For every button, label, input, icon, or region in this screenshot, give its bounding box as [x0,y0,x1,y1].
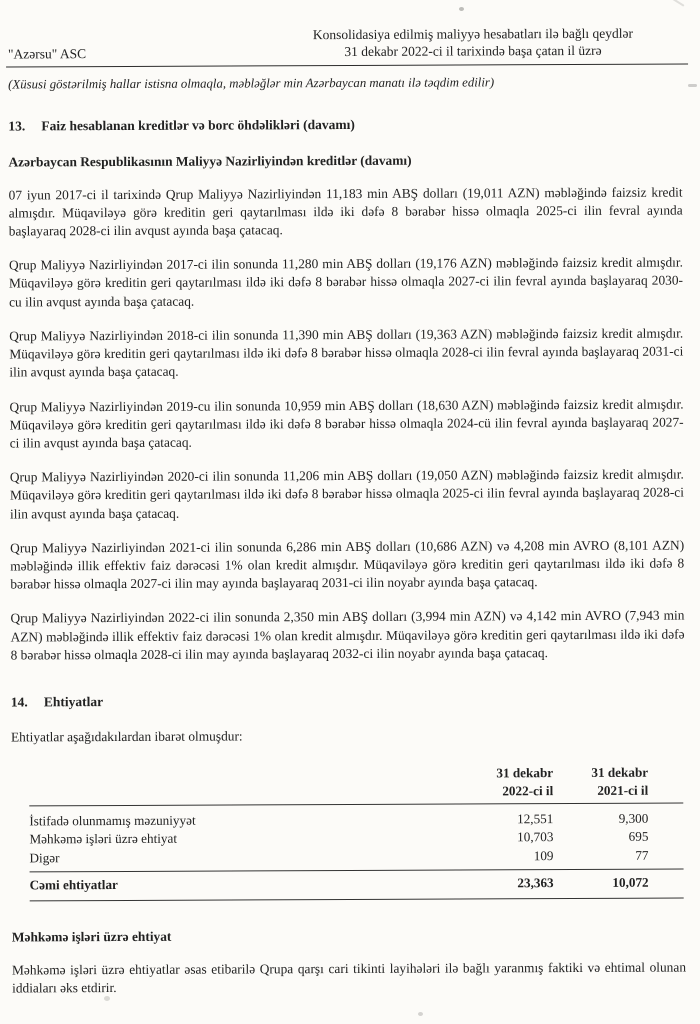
scan-speck [418,1012,423,1016]
paragraph-credit-2021: Qrup Maliyyə Nazirliyindən 2021-ci ilin sonunda 6,286 min ABŞ dolları (10,686 AZN) və 4,208 min AVRO (8,101 AZN) məbləğində illik effektiv faiz dərəcəsi 1% olan kredit almışdır. Müqaviləyə görə kreditin geri qaytarılması ildə iki dəfə 8 bərabər hissə olmaqla 2027-ci ilin may ayında başlayaraq 2031-ci ilin noyabr ayında başa çatacaq. [10,537,685,592]
paragraph-credit-2019: Qrup Maliyyə Nazirliyindən 2019-cu ilin sonunda 10,959 min ABŞ dolları (18,630 AZN) məbləğində faizsiz kredit almışdır. Müqaviləyə görə kreditin geri qaytarılması ildə iki dəfə 8 bərabər hissə olmaqla 2024-cü ilin fevral ayında başlayaraq 2027-ci ilin avqust ayında başa çatacaq. [9,396,684,451]
column-header-line: 2021-ci il [597,782,649,798]
column-header-line: 2022-ci il [502,782,554,798]
row-value-2021: 9,300 [618,810,649,826]
row-value-2022: 10,703 [517,829,554,845]
table-row [29,803,683,830]
report-title-block [258,25,688,61]
section-title: Ehtiyatlar [43,694,104,710]
row-label: İstifadə olunmamış məzuniyyət [29,812,196,829]
page-header [8,25,682,62]
table-header-label [29,765,413,801]
paragraph-credit-2017: Qrup Maliyyə Nazirliyindən 2017-ci ilin sonunda 11,280 min ABŞ dolları (19,176 AZN) məbləğində faizsiz kredit almışdır. Müqaviləyə görə kreditin geri qaytarılması ildə iki dəfə 8 bərabər hissə olmaqla 2027-ci ilin fevral ayında başlayaraq 2030-cu ilin avqust ayında başa çatacaq. [8,254,684,310]
court-provision-heading: Məhkəmə işləri üzrə ehtiyat [11,928,172,945]
provisions-table [29,764,684,901]
report-title-line2: 31 dekabr 2022-ci il tarixində başa çatan il üzrə [344,43,602,60]
paragraph-credit-2022: Qrup Maliyyə Nazirliyindən 2022-ci ilin sonunda 2,350 min ABŞ dolları (3,994 min AZN) və 4,142 min AVRO (7,943 min AZN) məbləğində illik effektiv faiz dərəcəsi 1% olan kredit almışdır. Müqaviləyə görə kreditin geri qaytarılması ildə iki dəfə 8 bərabər hissə olmaqla 2028-ci ilin may ayında başlayaraq 2032-ci ilin noyabr ayında başa çatacaq. [10,607,685,663]
row-label: Digər [29,849,60,866]
row-value-2022: 109 [533,847,554,863]
section-number: 14. [10,694,28,710]
row-label: Məhkəmə işləri üzrə ehtiyat [29,830,178,847]
section-14-heading [11,692,685,711]
section-title: Faiz hesablanan kreditlər və borc öhdəlikləri (davamı) [41,116,355,133]
table-header-row [29,764,683,806]
scan-speck [459,7,464,11]
row-value-2021: 77 [635,847,649,863]
total-value-2022: 23,363 [517,875,554,891]
section-number: 13. [8,117,26,134]
page-content [8,25,686,998]
paragraph-credit-2018: Qrup Maliyyə Nazirliyindən 2018-ci ilin sonunda 11,390 min ABŞ dolları (19,363 AZN) məbləğində faizsiz kredit almışdır. Müqaviləyə görə kreditin geri qaytarılması ildə iki dəfə 8 bərabər hissə olmaqla 2028-ci ilin fevral ayında başlayaraq 2031-ci ilin avqust ayında başa çatacaq. [9,325,684,380]
header-divider [6,63,688,67]
scan-speck [661,0,684,7]
paragraph-credit-2017-june: 07 iyun 2017-ci il tarixində Qrup Maliyyə Nazirliyindən 11,183 min ABŞ dolları (19,011 AZN) məbləğində faizsiz kredit almışdır. Müqaviləyə görə kreditin geri qaytarılması ildə iki dəfə 8 bərabər hissə olmaqla 2025-ci ilin fevral ayında başlayaraq 2028-ci ilin avqust ayında başa çatacaq. [8,184,683,239]
column-header-line: 31 dekabr [496,765,554,781]
company-name: "Azərsu" ASC [7,45,87,62]
measurement-note: (Xüsusi göstərilmiş hallar istisna olmaqla, məbləğlər min Azərbaycan manatı ilə təqdim edilir) [8,74,495,92]
column-header-2022 [413,764,553,799]
section-14-intro: Ehtiyatlar aşağıdakılardan ibarət olmuşdur: [10,728,243,745]
column-header-line: 31 dekabr [591,765,649,781]
table-row [29,846,683,867]
scan-speck [688,84,697,87]
table-total-row [30,869,684,901]
section-13-subheading: Azərbaycan Respublikasının Maliyyə Nazirliyindən kreditlər (davamı) [8,152,412,170]
column-header-2021 [553,764,683,799]
total-value-2021: 10,072 [612,874,649,890]
row-value-2021: 695 [628,828,649,844]
report-title-line1: Konsolidasiya edilmiş maliyyə hesabatları ilə bağlı qeydlər [312,25,634,43]
total-label: Cəmi ehtiyatlar [29,877,118,893]
court-provision-paragraph: Məhkəmə işləri üzrə ehtiyatlar əsas etibarilə Qrupa qarşı cari tikinti layihələri ilə bağlı yaranmış faktiki və ehtimal olunan iddiaları əks etdirir. [11,959,687,996]
paragraph-credit-2020: Qrup Maliyyə Nazirliyindən 2020-ci ilin sonunda 11,206 min ABŞ dolları (19,050 AZN) məbləğində faizsiz kredit almışdır. Müqaviləyə görə kreditin geri qaytarılması ildə iki dəfə 8 bərabər hissə olmaqla 2025-ci ilin fevral ayında başlayaraq 2028-ci ilin avqust ayında başa çatacaq. [9,466,684,522]
row-value-2022: 12,551 [517,810,554,826]
section-13-heading [8,115,682,134]
